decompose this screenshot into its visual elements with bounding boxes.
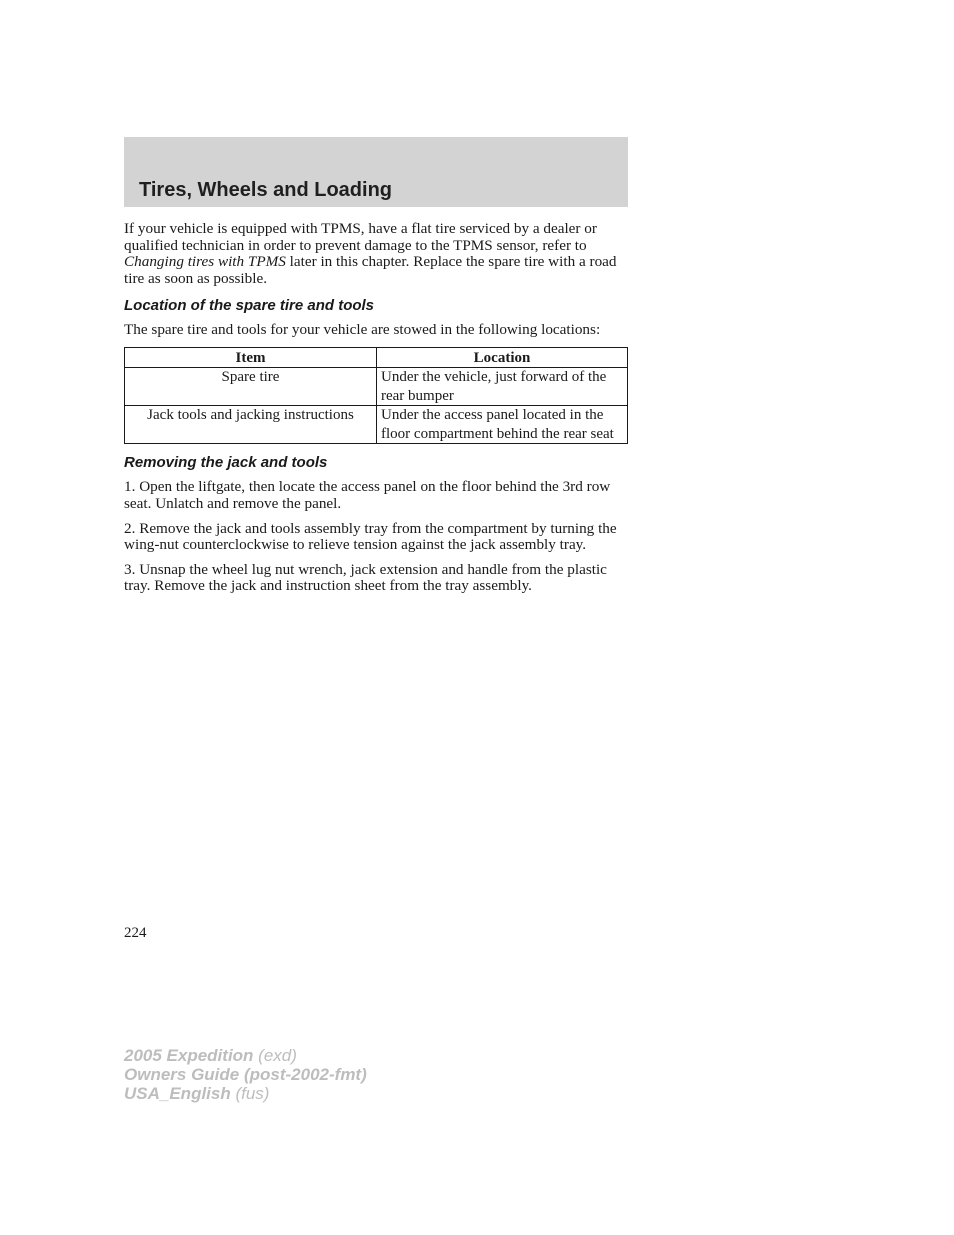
table-cell-item: Jack tools and jacking instructions	[125, 406, 377, 444]
intro-paragraph	[124, 221, 628, 287]
footer-language-code: (fus)	[230, 1083, 270, 1103]
section-heading-spare-location: Location of the spare tire and tools	[124, 297, 375, 315]
section-header-band	[124, 137, 628, 207]
page-title: Tires, Wheels and Loading	[139, 179, 393, 201]
spare-location-paragraph: The spare tire and tools for your vehicle are stowed in the following locations:	[124, 321, 601, 339]
table-row	[125, 406, 628, 444]
column-header-item: Item	[125, 347, 377, 368]
footer-line-language	[124, 1085, 367, 1104]
step-item: 1. Open the liftgate, then locate the access panel on the floor behind the 3rd row seat. Unlatch and remove the panel.	[124, 478, 611, 513]
footer-language: USA_English	[124, 1083, 231, 1103]
intro-text-end: later in this chapter. Replace the spare tire with a road tire as soon as possible.	[124, 253, 617, 287]
main-content	[124, 221, 628, 603]
footer-doc-info	[124, 1047, 367, 1103]
table-cell-location: Under the access panel located in the floor compartment behind the rear seat	[377, 406, 628, 444]
step-item: 2. Remove the jack and tools assembly tray from the compartment by turning the wing-nut counterclockwise to relieve tension against the jack assembly tray.	[124, 519, 617, 554]
section-heading-removing-jack: Removing the jack and tools	[124, 454, 328, 472]
page-number: 224	[124, 925, 147, 941]
step-item: 3. Unsnap the wheel lug nut wrench, jack extension and handle from the plastic tray. Remove the jack and instruction sheet from the tray assembly.	[124, 560, 607, 595]
table-cell-item: Spare tire	[125, 368, 377, 406]
footer-model-code: (exd)	[253, 1046, 297, 1065]
column-header-location: Location	[377, 347, 628, 368]
footer-line-guide	[124, 1066, 367, 1085]
intro-text-start: If your vehicle is equipped with TPMS, have a flat tire serviced by a dealer or qualified technician in order to prevent damage to the TPMS sensor, refer to	[124, 220, 597, 254]
footer-guide: Owners Guide (post-2002-fmt)	[124, 1064, 367, 1084]
table-cell-location: Under the vehicle, just forward of the rear bumper	[377, 368, 628, 406]
footer-line-model	[124, 1047, 367, 1066]
table-header-row	[125, 347, 628, 368]
spare-location-table	[124, 347, 628, 445]
table-row	[125, 368, 628, 406]
footer-model: 2005 Expedition	[124, 1046, 254, 1065]
intro-reference: Changing tires with TPMS	[124, 253, 286, 271]
